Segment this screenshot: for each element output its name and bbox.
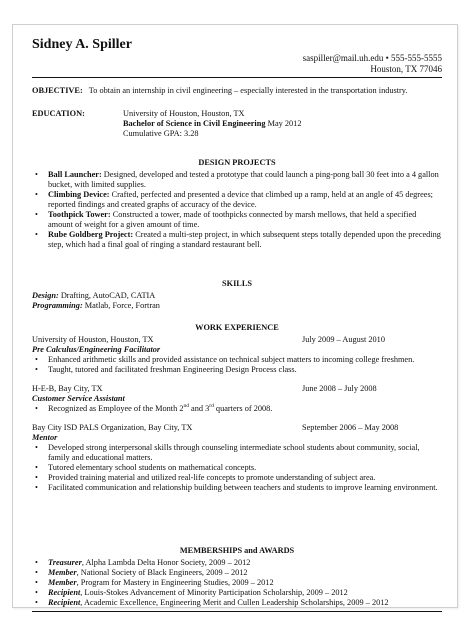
contact-info (303, 53, 442, 75)
education-label: EDUCATION: (32, 109, 85, 118)
list-item: • Tutored elementary school students on mathematical concepts. (32, 463, 442, 473)
list-item (32, 568, 442, 578)
job-1-title: Pre Calculus/Engineering Facilitator (32, 345, 161, 354)
ordinal-suffix: nd (183, 403, 189, 410)
resume-content (32, 37, 442, 607)
education-details (123, 109, 442, 139)
list-item (32, 210, 442, 230)
job-3-title: Mentor (32, 433, 58, 442)
memberships-section (32, 546, 442, 608)
list-item (32, 578, 442, 588)
project-text: Created a multi-step project, in which subsequent steps totally depended upon the preceding step, which had a final goal of ringing a standard restaurant bell. (48, 230, 441, 249)
list-item (32, 404, 442, 414)
list-item: • Enhanced arithmetic skills and provided assistance on technical subject matters to incoming college freshmen. (32, 355, 442, 365)
list-item (32, 170, 442, 190)
contact-email-phone: saspiller@mail.uh.edu • 555-555-5555 (302, 53, 442, 63)
list-item: • Facilitated communication and relationship building between teachers and students to improve learning environment. (32, 483, 442, 493)
job-3-employer: Bay City ISD PALS Organization, Bay City, TX (32, 423, 193, 432)
contact-address: Houston, TX 77046 (370, 64, 442, 74)
project-title: Rube Goldberg Project: (48, 230, 134, 239)
list-item (32, 230, 442, 250)
job-1-dates: July 2009 – August 2010 (302, 335, 385, 344)
list-item: • Taught, tutored and facilitated freshman Engineering Design Process class. (32, 365, 442, 375)
membership-role: Treasurer (48, 558, 82, 567)
work-experience-heading: WORK EXPERIENCE (195, 323, 279, 332)
job-2-bullet-text: and 3 (188, 404, 210, 413)
membership-text: , Program for Mastery in Engineering Studies, 2009 – 2012 (76, 578, 274, 587)
membership-text: , Academic Excellence, Engineering Merit and Cullen Leadership Scholarships, 2009 – 2012 (80, 598, 389, 607)
list-item: • Developed strong interpersonal skills through counseling intermediate school students about community, social, family and educational matters. (32, 443, 442, 463)
objective-label: OBJECTIVE: (32, 86, 83, 95)
list-item: • Provided training material and utilized real-life concepts to promote understanding of subject area. (32, 473, 442, 483)
objective-text: To obtain an internship in civil engineering – especially interested in the transportation industry. (88, 86, 408, 95)
job-2-dates: June 2008 – July 2008 (302, 384, 377, 393)
education-degree-date: May 2012 (267, 119, 302, 128)
skills-programming (32, 301, 442, 311)
skills-design-text: Drafting, AutoCAD, CATIA (60, 291, 156, 300)
candidate-name: Sidney A. Spiller (32, 37, 132, 52)
job-3-header (32, 423, 442, 433)
project-text: Constructed a tower, made of toothpicks connected by marsh mellows, that held a specified amount of weight for a given amount of time. (48, 210, 417, 229)
job-1-header (32, 335, 442, 345)
footer-rule (32, 611, 442, 612)
job-3-bullets (32, 443, 442, 493)
list-item (32, 598, 442, 608)
membership-role: Member (48, 578, 77, 587)
job-2-header (32, 384, 442, 394)
job-2-bullets (32, 404, 442, 414)
education-gpa: Cumulative GPA: 3.28 (123, 129, 199, 138)
job-3-dates: September 2006 – May 2008 (302, 423, 399, 432)
list-item (32, 588, 442, 598)
membership-role: Recipient (48, 598, 81, 607)
membership-role: Recipient (48, 588, 81, 597)
membership-text: , Alpha Lambda Delta Honor Society, 2009 – 2012 (81, 558, 251, 567)
education-degree-line (123, 119, 442, 129)
project-title: Ball Launcher: (48, 170, 102, 179)
skills-heading: SKILLS (222, 279, 252, 288)
header-rule (32, 77, 442, 78)
job-1-employer: University of Houston, Houston, TX (32, 335, 154, 344)
design-projects-list (32, 170, 442, 250)
project-text: Crafted, perfected and presented a device that climbed up a ramp, held at an angle of 45 degrees; reported findings and created graphs of accuracy of the device. (48, 190, 433, 209)
skills-design (32, 291, 442, 301)
education-section (32, 109, 442, 139)
job-1-bullets (32, 355, 442, 375)
job-2-title: Customer Service Assistant (32, 394, 125, 403)
memberships-heading: MEMBERSHIPS and AWARDS (179, 546, 295, 555)
objective-section (32, 86, 442, 96)
skills-programming-label: Programming: (32, 301, 83, 310)
membership-role: Member (48, 568, 77, 577)
memberships-list (32, 558, 442, 608)
list-item (32, 558, 442, 568)
skills-programming-text: Matlab, Force, Fortran (84, 301, 160, 310)
project-text: Designed, developed and tested a prototype that could launch a ping-pong ball 30 feet into a 4 gallon bucket, with limited supplies. (48, 170, 439, 189)
list-item (32, 190, 442, 210)
design-projects-heading: DESIGN PROJECTS (198, 158, 276, 167)
education-degree: Bachelor of Science in Civil Engineering (123, 119, 266, 128)
skills-section (32, 279, 442, 311)
education-school: University of Houston, Houston, TX (123, 109, 245, 118)
work-experience-section (32, 323, 442, 493)
project-title: Toothpick Tower: (48, 210, 111, 219)
membership-text: , National Society of Black Engineers, 2009 – 2012 (76, 568, 248, 577)
job-2-bullet-text: quarters of 2008. (213, 404, 273, 413)
project-title: Climbing Device: (48, 190, 110, 199)
ordinal-suffix: rd (209, 403, 214, 410)
membership-text: , Louis-Stokes Advancement of Minority Participation Scholarship, 2009 – 2012 (80, 588, 348, 597)
job-2-bullet-text: Recognized as Employee of the Month 2 (48, 404, 184, 413)
design-projects-section (32, 158, 442, 250)
job-2-employer: H-E-B, Bay City, TX (32, 384, 103, 393)
skills-design-label: Design: (32, 291, 59, 300)
resume-page (12, 24, 458, 608)
